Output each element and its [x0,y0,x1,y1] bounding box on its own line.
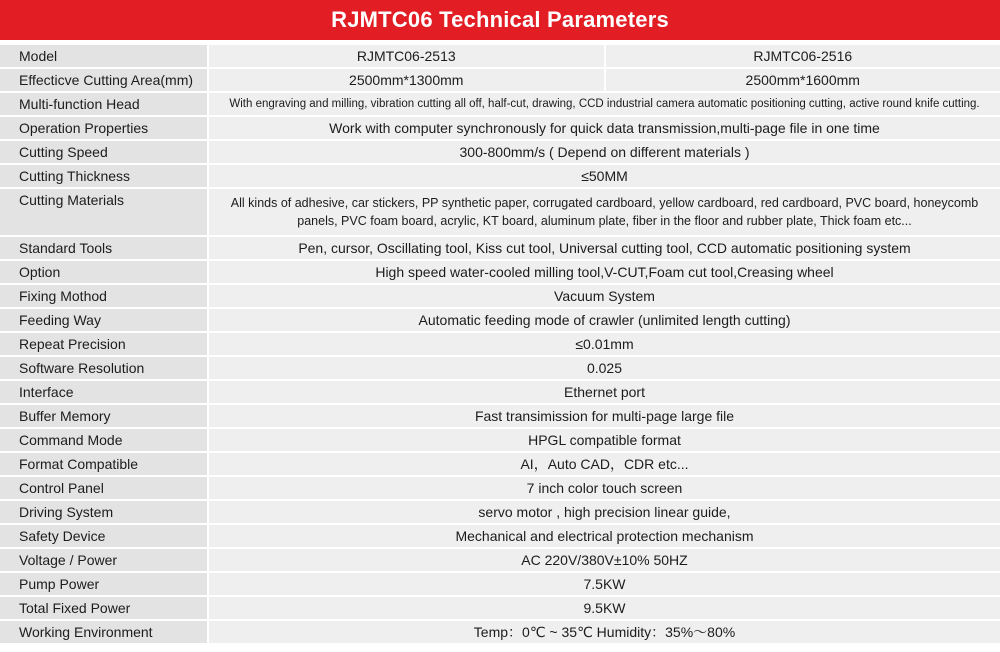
table-row-cutting-area [0,69,1000,91]
row-value: High speed water-cooled milling tool,V-CUT,Foam cut tool,Creasing wheel [207,261,1000,283]
row-value: Fast transimission for multi-page large file [207,405,1000,427]
row-label: Repeat Precision [0,333,207,355]
title-banner [0,0,1000,40]
row-label: Buffer Memory [0,405,207,427]
row-value: 0.025 [207,357,1000,379]
page-title: RJMTC06 Technical Parameters [331,7,669,32]
row-value: Mechanical and electrical protection mechanism [207,525,1000,547]
row-label: Cutting Materials [0,189,207,235]
table-row [0,237,1000,259]
table-row [0,621,1000,643]
row-label: Control Panel [0,477,207,499]
row-value: All kinds of adhesive, car stickers, PP synthetic paper, corrugated cardboard, yellow cardboard, red cardboard, PVC board, honeycomb panels, PVC foam board, acrylic, KT board, aluminum plate, fiber in the floor and rubber plate, Thick foam etc... [207,189,1000,235]
table-row [0,141,1000,163]
row-value: Ethernet port [207,381,1000,403]
table-row [0,333,1000,355]
row-value: ≤0.01mm [207,333,1000,355]
row-value: Automatic feeding mode of crawler (unlimited length cutting) [207,309,1000,331]
model-2513: RJMTC06-2513 [356,48,456,64]
table-row [0,309,1000,331]
row-value: Pen, cursor, Oscillating tool, Kiss cut tool, Universal cutting tool, CCD automatic positioning system [207,237,1000,259]
row-label: Cutting Speed [0,141,207,163]
table-row [0,189,1000,235]
table-row [0,117,1000,139]
row-value: 300-800mm/s ( Depend on different materials ) [207,141,1000,163]
row-label: Operation Properties [0,117,207,139]
row-label: Total Fixed Power [0,597,207,619]
row-label: Working Environment [0,621,207,643]
table-row [0,93,1000,115]
row-label: Fixing Mothod [0,285,207,307]
table-row [0,501,1000,523]
row-value: servo motor , high precision linear guide, [207,501,1000,523]
row-label: Option [0,261,207,283]
table-row [0,405,1000,427]
table-row [0,285,1000,307]
table-row [0,525,1000,547]
table-row [0,357,1000,379]
table-row [0,597,1000,619]
row-value: ≤50MM [207,165,1000,187]
row-label: Voltage / Power [0,549,207,571]
row-label: Interface [0,381,207,403]
area-2516: 2500mm*1600mm [604,69,1000,91]
row-value: With engraving and milling, vibration cutting all off, half-cut, drawing, CCD industrial camera automatic positioning cutting, active round knife cutting. [207,93,1000,115]
row-label: Cutting Thickness [0,165,207,187]
table-row [0,381,1000,403]
row-label: Pump Power [0,573,207,595]
row-value: Temp：0℃ ~ 35℃ Humidity：35%～80% [207,621,1000,643]
row-label: Format Compatible [0,453,207,475]
row-value: 7.5KW [207,573,1000,595]
table-row [0,549,1000,571]
row-label: Driving System [0,501,207,523]
table-row [0,477,1000,499]
row-label: Feeding Way [0,309,207,331]
row-value: 7 inch color touch screen [207,477,1000,499]
row-label: Standard Tools [0,237,207,259]
row-value: AI，Auto CAD，CDR etc... [207,453,1000,475]
row-label: Multi-function Head [0,93,207,115]
row-value [207,45,1000,67]
row-label: Command Mode [0,429,207,451]
row-value [207,69,1000,91]
row-label: Software Resolution [0,357,207,379]
row-label: Safety Device [0,525,207,547]
parameters-table [0,43,1000,645]
table-row [0,261,1000,283]
table-row [0,429,1000,451]
row-value: Work with computer synchronously for quick data transmission,multi-page file in one time [207,117,1000,139]
row-value: Vacuum System [207,285,1000,307]
row-value: 9.5KW [207,597,1000,619]
row-label: Model [0,45,207,67]
table-row [0,165,1000,187]
model-2516: RJMTC06-2516 [604,45,1000,67]
row-value: HPGL compatible format [207,429,1000,451]
table-row [0,573,1000,595]
row-value: AC 220V/380V±10% 50HZ [207,549,1000,571]
table-row-model [0,45,1000,67]
table-row [0,453,1000,475]
area-2513: 2500mm*1300mm [349,72,464,88]
row-label: Effecticve Cutting Area(mm) [0,69,207,91]
